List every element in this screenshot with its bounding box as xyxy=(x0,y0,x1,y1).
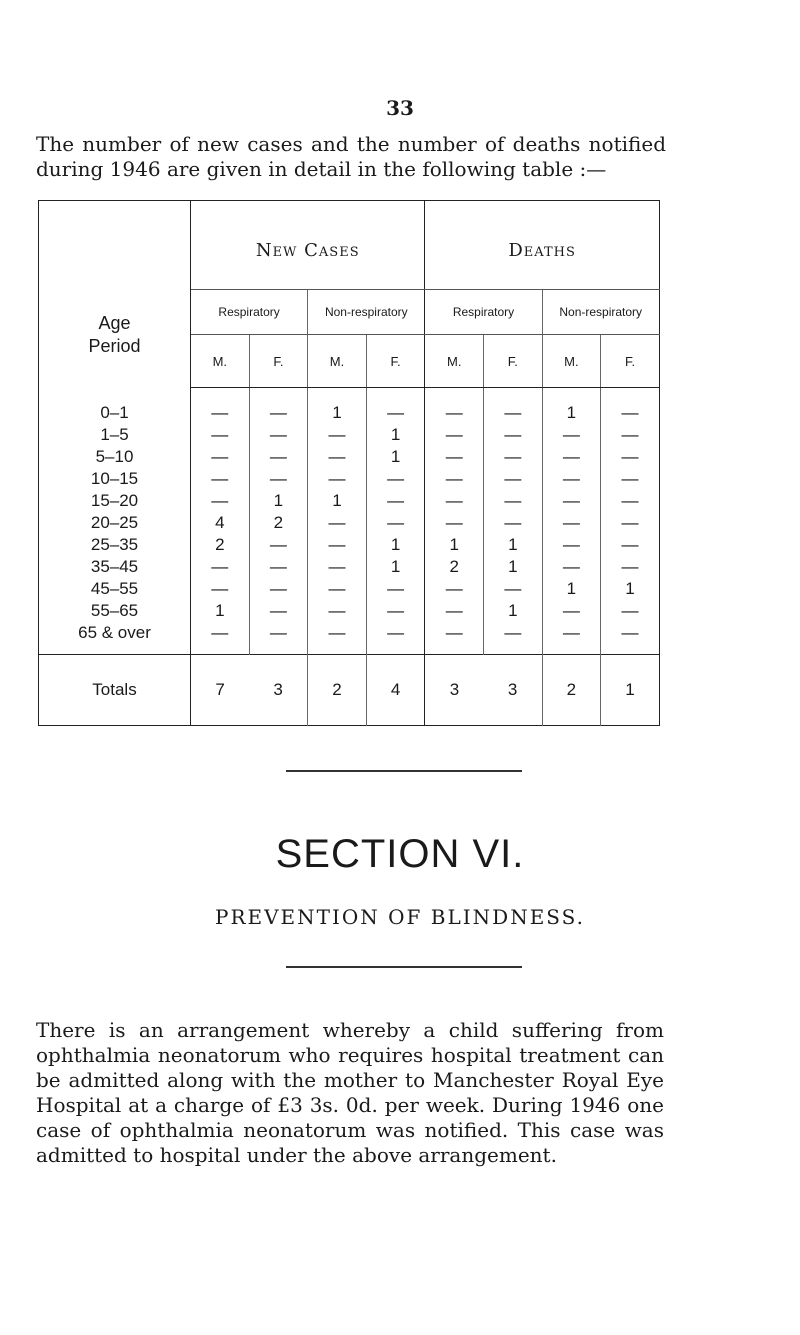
sex-header: M. xyxy=(191,335,250,388)
count-cell: — xyxy=(601,490,660,512)
count-cell: — xyxy=(484,490,543,512)
total-cell: 3 xyxy=(484,655,543,726)
total-cell: 4 xyxy=(366,655,425,726)
count-cell: — xyxy=(445,513,463,532)
count-cell: 1 xyxy=(308,490,367,512)
table-row xyxy=(39,622,660,655)
count-cell: — xyxy=(542,512,601,534)
count-cell: 1 xyxy=(484,534,543,556)
count-cell: — xyxy=(249,578,308,600)
count-cell: — xyxy=(249,388,308,425)
count-cell: — xyxy=(601,388,660,425)
totals-label: Totals xyxy=(39,655,191,726)
new-cases-header: New Cases xyxy=(191,201,425,290)
count-cell: — xyxy=(601,424,660,446)
count-cell: 2 xyxy=(215,535,225,554)
count-cell: 1 xyxy=(366,446,425,468)
table-row xyxy=(39,600,660,622)
count-cell: — xyxy=(308,578,367,600)
age-period-cell: 0–1 xyxy=(39,388,191,425)
count-cell: — xyxy=(211,447,229,466)
count-cell: — xyxy=(211,469,229,488)
count-cell: — xyxy=(542,556,601,578)
count-cell: — xyxy=(211,557,229,576)
total-cell: 2 xyxy=(308,655,367,726)
total-cell: 2 xyxy=(542,655,601,726)
section-subtitle: PREVENTION OF BLINDNESS. xyxy=(215,905,585,929)
age-header-line1: Age xyxy=(98,312,131,333)
count-cell: — xyxy=(308,424,367,446)
table-body xyxy=(39,388,660,655)
count-cell: — xyxy=(211,623,229,642)
totals-row xyxy=(39,655,660,726)
total-cell: 7 xyxy=(191,655,250,726)
count-cell: 1 xyxy=(249,490,308,512)
count-cell: — xyxy=(308,534,367,556)
count-cell: — xyxy=(249,556,308,578)
count-cell: — xyxy=(601,622,660,655)
count-cell: — xyxy=(484,424,543,446)
count-cell: — xyxy=(366,468,425,490)
table-row xyxy=(39,446,660,468)
count-cell: — xyxy=(249,468,308,490)
count-cell: — xyxy=(601,600,660,622)
count-cell: 2 xyxy=(449,557,459,576)
count-cell: — xyxy=(308,446,367,468)
count-cell: — xyxy=(484,468,543,490)
new-cases-respiratory-header: Respiratory xyxy=(191,290,308,335)
age-period-cell: 10–15 xyxy=(39,468,191,490)
sex-header: F. xyxy=(601,335,660,388)
count-cell: — xyxy=(249,534,308,556)
count-cell: — xyxy=(366,600,425,622)
count-cell: — xyxy=(445,447,463,466)
count-cell: — xyxy=(308,512,367,534)
count-cell: — xyxy=(249,424,308,446)
count-cell: — xyxy=(484,446,543,468)
total-cell: 3 xyxy=(249,655,308,726)
intro-paragraph: The number of new cases and the number of deaths notified during 1946 are given in detail in the following table :— xyxy=(36,132,666,181)
count-cell: 1 xyxy=(308,388,367,425)
count-cell: — xyxy=(484,578,543,600)
count-cell: 1 xyxy=(366,424,425,446)
table-row xyxy=(39,512,660,534)
table-row xyxy=(39,556,660,578)
count-cell: — xyxy=(211,403,229,422)
count-cell: — xyxy=(601,512,660,534)
count-cell: 1 xyxy=(484,600,543,622)
table-row xyxy=(39,490,660,512)
count-cell: 1 xyxy=(215,601,225,620)
age-period-cell: 20–25 xyxy=(39,512,191,534)
count-cell: — xyxy=(445,403,463,422)
count-cell: — xyxy=(366,578,425,600)
count-cell: 1 xyxy=(601,578,660,600)
age-period-cell: 35–45 xyxy=(39,556,191,578)
count-cell: 1 xyxy=(542,578,601,600)
sex-header: M. xyxy=(425,335,484,388)
count-cell: — xyxy=(542,490,601,512)
count-cell: — xyxy=(366,388,425,425)
count-cell: — xyxy=(601,468,660,490)
section-divider-bottom xyxy=(286,966,522,968)
total-cell: 1 xyxy=(601,655,660,726)
count-cell: 1 xyxy=(449,535,459,554)
age-period-cell: 15–20 xyxy=(39,490,191,512)
age-period-cell: 65 & over xyxy=(39,622,191,655)
section-title: SECTION VI. xyxy=(275,832,525,876)
section-divider-top xyxy=(286,770,522,772)
age-period-cell: 55–65 xyxy=(39,600,191,622)
count-cell: — xyxy=(366,490,425,512)
deaths-nonrespiratory-header: Non-respiratory xyxy=(542,290,659,335)
count-cell: — xyxy=(542,424,601,446)
count-cell: — xyxy=(601,556,660,578)
count-cell: — xyxy=(601,446,660,468)
age-period-cell: 25–35 xyxy=(39,534,191,556)
cases-deaths-table xyxy=(38,200,660,726)
sex-header: F. xyxy=(366,335,425,388)
count-cell: 1 xyxy=(484,556,543,578)
count-cell: 1 xyxy=(366,556,425,578)
count-cell: — xyxy=(484,622,543,655)
count-cell: — xyxy=(211,425,229,444)
count-cell: — xyxy=(542,468,601,490)
age-period-header xyxy=(39,201,191,388)
table-row xyxy=(39,534,660,556)
deaths-header: Deaths xyxy=(425,201,659,290)
sex-header: F. xyxy=(484,335,543,388)
table-row xyxy=(39,578,660,600)
new-cases-nonrespiratory-header: Non-respiratory xyxy=(308,290,425,335)
count-cell: — xyxy=(211,491,229,510)
body-paragraph: There is an arrangement whereby a child suffering from ophthalmia neonatorum who requires hospital treatment can be admitted along with the mother to Manchester Royal Eye Hospital at a charge of £3 3s. 0d. per week. During 1946 one case of ophthalmia neonatorum was notified. This case was admitted to hospital under the above arrangement. xyxy=(36,1018,664,1167)
count-cell: — xyxy=(542,622,601,655)
total-cell: 3 xyxy=(425,655,484,726)
count-cell: — xyxy=(445,469,463,488)
count-cell: — xyxy=(249,600,308,622)
age-period-cell: 45–55 xyxy=(39,578,191,600)
count-cell: — xyxy=(445,491,463,510)
sex-header: F. xyxy=(249,335,308,388)
count-cell: — xyxy=(542,600,601,622)
count-cell: 2 xyxy=(249,512,308,534)
table-row xyxy=(39,388,660,425)
count-cell: — xyxy=(445,425,463,444)
deaths-respiratory-header: Respiratory xyxy=(425,290,542,335)
count-cell: — xyxy=(601,534,660,556)
age-period-cell: 5–10 xyxy=(39,446,191,468)
count-cell: — xyxy=(308,468,367,490)
count-cell: 1 xyxy=(366,534,425,556)
age-header-line2: Period xyxy=(88,335,141,356)
page-number: 33 xyxy=(386,96,414,120)
sex-header: M. xyxy=(542,335,601,388)
count-cell: — xyxy=(249,622,308,655)
count-cell: — xyxy=(366,512,425,534)
count-cell: — xyxy=(249,446,308,468)
count-cell: — xyxy=(445,579,463,598)
count-cell: — xyxy=(445,623,463,642)
table-row xyxy=(39,424,660,446)
count-cell: — xyxy=(484,512,543,534)
table-row xyxy=(39,468,660,490)
count-cell: — xyxy=(308,556,367,578)
count-cell: — xyxy=(366,622,425,655)
count-cell: — xyxy=(445,601,463,620)
count-cell: — xyxy=(542,534,601,556)
age-period-cell: 1–5 xyxy=(39,424,191,446)
count-cell: — xyxy=(542,446,601,468)
count-cell: 1 xyxy=(542,388,601,425)
count-cell: — xyxy=(211,579,229,598)
sex-header: M. xyxy=(308,335,367,388)
count-cell: — xyxy=(308,600,367,622)
count-cell: — xyxy=(484,388,543,425)
count-cell: — xyxy=(308,622,367,655)
count-cell: 4 xyxy=(215,513,225,532)
